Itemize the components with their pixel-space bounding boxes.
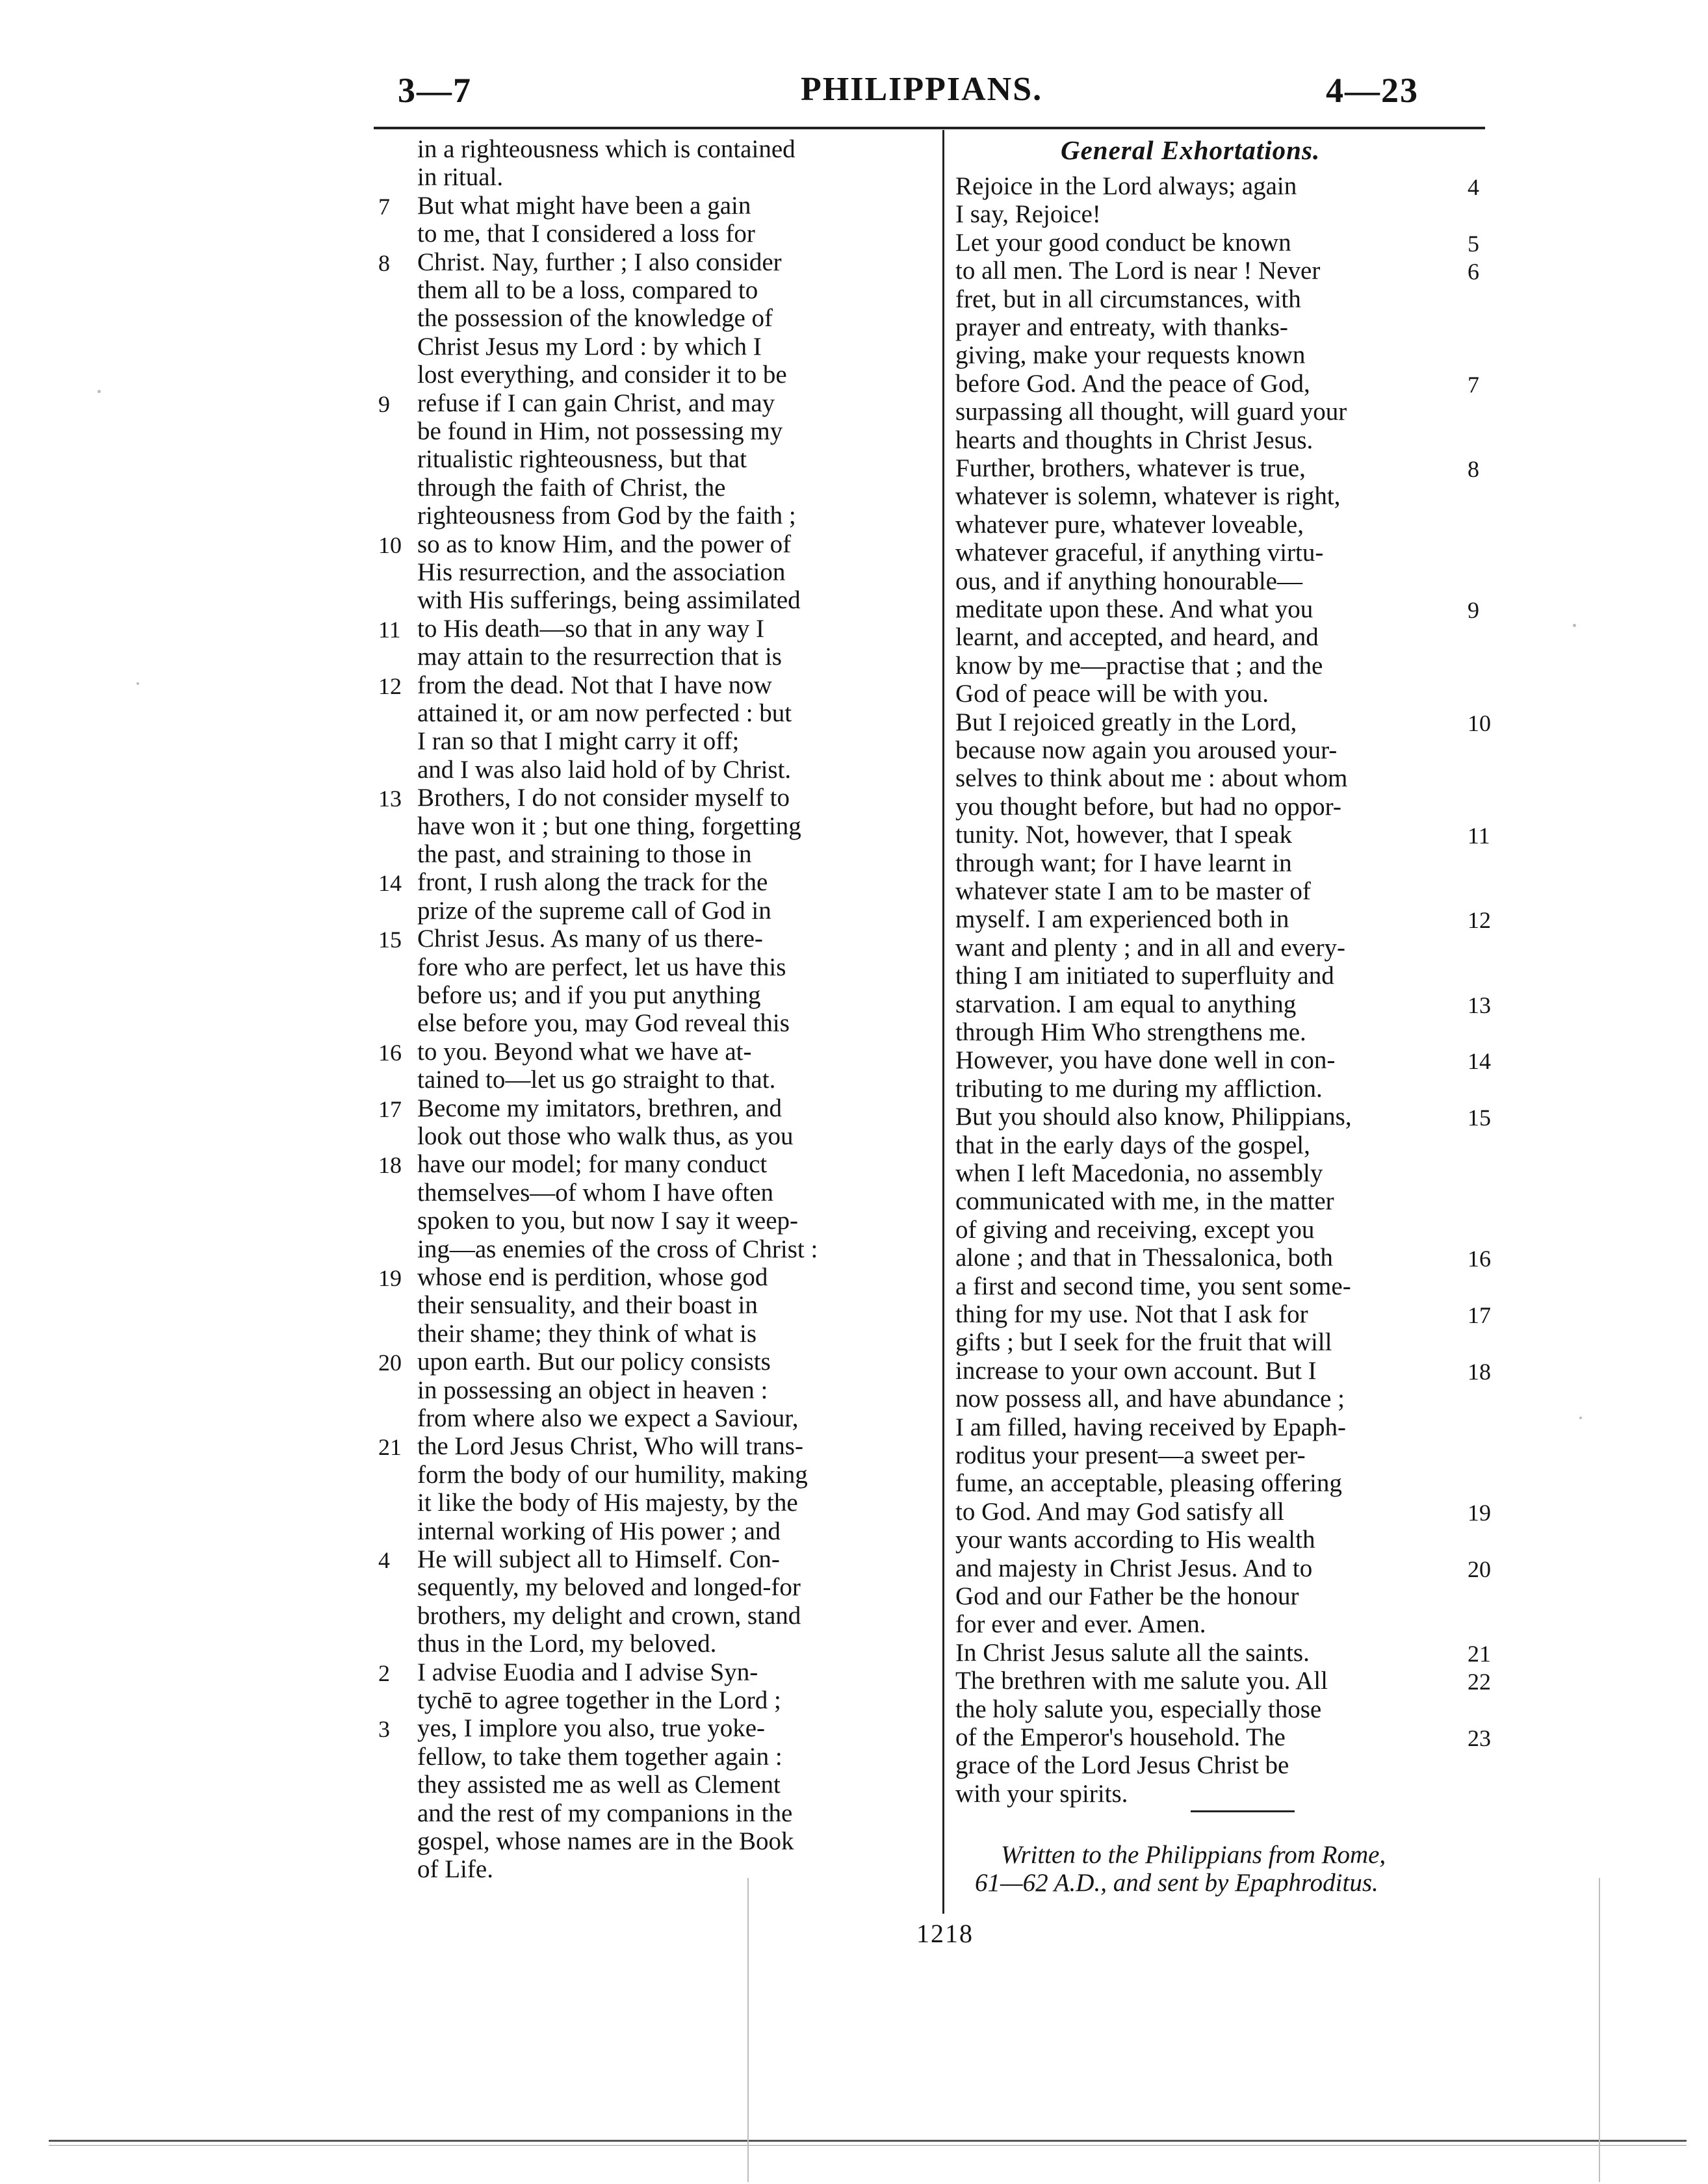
text-line: prayer and entreaty, with thanks- [955, 313, 1288, 341]
text-line: form the body of our humility, making [417, 1460, 808, 1489]
verse-number: 16 [378, 1039, 402, 1066]
text-line: upon earth. But our policy consists [417, 1348, 771, 1376]
text-line: ritualistic righteousness, but that [417, 445, 747, 474]
verse-number: 7 [1468, 371, 1479, 398]
text-line: I am filled, having received by Epaph- [955, 1413, 1347, 1441]
text-line: internal working of His power ; and [417, 1517, 781, 1545]
verse-number: 2 [378, 1660, 390, 1686]
text-line: His resurrection, and the association [417, 558, 786, 586]
scan-bottom-edge-shadow [49, 2145, 1687, 2146]
text-line: fret, but in all circumstances, with [955, 285, 1301, 313]
verse-number: 13 [1468, 992, 1491, 1018]
verse-number: 18 [378, 1152, 402, 1179]
text-line: yes, I implore you also, true yoke- [417, 1714, 766, 1743]
text-line: front, I rush along the track for the [417, 868, 768, 897]
text-line: be found in Him, not possessing my [417, 417, 783, 445]
text-line: whatever graceful, if anything virtu- [955, 539, 1324, 567]
text-line: whatever state I am to be master of [955, 877, 1311, 905]
text-line: He will subject all to Himself. Con- [417, 1545, 780, 1573]
verse-number: 20 [1468, 1556, 1491, 1582]
verse-number: 21 [1468, 1640, 1491, 1667]
text-line: so as to know Him, and the power of [417, 530, 792, 558]
text-line: and the rest of my companions in the [417, 1799, 793, 1827]
text-line: because now again you aroused your- [955, 736, 1338, 764]
closing-rule [1191, 1810, 1295, 1812]
text-line: in a righteousness which is contained [417, 135, 796, 163]
text-line: selves to think about me : about whom [955, 764, 1348, 793]
text-line: hearts and thoughts in Christ Jesus. [955, 426, 1313, 454]
subscription-line-1: Written to the Philippians from Rome, [1001, 1841, 1386, 1869]
verse-number: 9 [378, 391, 390, 417]
header-chapter-range-end: 4—23 [1326, 71, 1419, 110]
text-line: the possession of the knowledge of [417, 304, 773, 333]
text-line: the Lord Jesus Christ, Who will trans- [417, 1432, 803, 1461]
text-line: grace of the Lord Jesus Christ be [955, 1751, 1289, 1780]
scan-speck [136, 682, 139, 685]
subscription-line-2: 61—62 A.D., and sent by Epaphroditus. [975, 1869, 1378, 1897]
text-line: their shame; they think of what is [417, 1319, 757, 1348]
text-line: may attain to the resurrection that is [417, 643, 782, 671]
text-line: in possessing an object in heaven : [417, 1376, 768, 1404]
text-line: thing I am initiated to superfluity and [955, 962, 1334, 990]
text-line: in ritual. [417, 163, 504, 192]
text-line: tained to—let us go straight to that. [417, 1066, 776, 1094]
verse-number: 9 [1468, 597, 1479, 623]
text-line: have won it ; but one thing, forgetting [417, 812, 801, 840]
text-line: know by me—practise that ; and the [955, 651, 1323, 680]
text-line: attained it, or am now perfected : but [417, 699, 792, 727]
verse-number: 22 [1468, 1669, 1491, 1695]
verse-number: 6 [1468, 259, 1479, 285]
text-line: to you. Beyond what we have at- [417, 1037, 752, 1066]
text-line: learnt, and accepted, and heard, and [955, 623, 1319, 652]
verse-number: 11 [1468, 823, 1490, 849]
verse-number: 20 [378, 1350, 402, 1376]
text-line: Become my imitators, brethren, and [417, 1094, 783, 1122]
text-line: before us; and if you put anything [417, 981, 761, 1009]
text-line: and majesty in Christ Jesus. And to [955, 1554, 1313, 1582]
text-line: tychē to agree together in the Lord ; [417, 1686, 781, 1714]
verse-number: 19 [378, 1265, 402, 1291]
verse-number: 19 [1468, 1499, 1491, 1526]
text-line: their sensuality, and their boast in [417, 1291, 758, 1320]
text-line: Christ. Nay, further ; I also consider [417, 248, 782, 276]
text-line: thing for my use. Not that I ask for [955, 1300, 1308, 1328]
verse-number: 10 [1468, 710, 1491, 736]
verse-number: 21 [378, 1434, 402, 1461]
text-line: righteousness from God by the faith ; [417, 502, 796, 530]
scan-edge-mark [747, 1878, 749, 2182]
text-line: a first and second time, you sent some- [955, 1272, 1351, 1300]
text-line: look out those who walk thus, as you [417, 1122, 794, 1150]
text-line: meditate upon these. And what you [955, 595, 1313, 623]
header-rule [374, 127, 1485, 129]
text-line: myself. I am experienced both in [955, 905, 1289, 934]
verse-number: 14 [1468, 1048, 1491, 1075]
verse-number: 12 [378, 673, 402, 699]
text-line: the holy salute you, especially those [955, 1695, 1322, 1723]
text-line: sequently, my beloved and longed-for [417, 1573, 801, 1602]
text-line: it like the body of His majesty, by the [417, 1489, 798, 1517]
text-line: The brethren with me salute you. All [955, 1667, 1328, 1695]
text-line: Brothers, I do not consider myself to [417, 784, 790, 812]
text-line: else before you, may God reveal this [417, 1009, 790, 1038]
verse-number: 18 [1468, 1358, 1491, 1385]
text-line: I say, Rejoice! [955, 200, 1101, 229]
text-line: surpassing all thought, will guard your [955, 398, 1347, 426]
text-line: fume, an acceptable, pleasing offering [955, 1469, 1342, 1498]
text-line: increase to your own account. But I [955, 1356, 1317, 1385]
text-line: God and our Father be the honour [955, 1582, 1299, 1610]
text-line: giving, make your requests known [955, 341, 1306, 370]
text-line: to all men. The Lord is near ! Never [955, 257, 1321, 285]
text-line: thus in the Lord, my beloved. [417, 1630, 717, 1658]
text-line: for ever and ever. Amen. [955, 1610, 1206, 1639]
verse-number: 7 [378, 193, 390, 220]
verse-number: 16 [1468, 1246, 1491, 1272]
text-line: through Him Who strengthens me. [955, 1018, 1306, 1046]
text-line: whatever pure, whatever loveable, [955, 510, 1304, 539]
verse-number: 8 [1468, 456, 1479, 482]
text-line: when I left Macedonia, no assembly [955, 1159, 1323, 1187]
scan-speck [1579, 1417, 1582, 1419]
text-line: gifts ; but I seek for the fruit that will [955, 1328, 1332, 1357]
text-line: of the Emperor's household. The [955, 1723, 1286, 1751]
text-line: lost everything, and consider it to be [417, 361, 787, 389]
verse-number: 5 [1468, 230, 1479, 257]
verse-number: 10 [378, 532, 402, 558]
text-line: prize of the supreme call of God in [417, 896, 771, 925]
text-line: ing—as enemies of the cross of Christ : [417, 1235, 818, 1263]
text-line: to God. And may God satisfy all [955, 1497, 1284, 1526]
text-line: have our model; for many conduct [417, 1150, 768, 1179]
verse-number: 3 [378, 1716, 390, 1743]
section-heading: General Exhortations. [1061, 135, 1321, 165]
text-line: However, you have done well in con- [955, 1046, 1336, 1075]
header-chapter-range-start: 3—7 [398, 71, 472, 110]
text-line: fellow, to take them together again : [417, 1742, 783, 1771]
text-line: now possess all, and have abundance ; [955, 1385, 1345, 1413]
text-line: they assisted me as well as Clement [417, 1771, 781, 1799]
text-line: from the dead. Not that I have now [417, 671, 772, 699]
verse-number: 23 [1468, 1725, 1491, 1751]
text-line: before God. And the peace of God, [955, 369, 1310, 398]
text-line: But you should also know, Philippians, [955, 1103, 1352, 1131]
text-line: through the faith of Christ, the [417, 473, 726, 502]
text-line: of giving and receiving, except you [955, 1215, 1315, 1244]
text-line: gospel, whose names are in the Book [417, 1827, 794, 1855]
verse-number: 17 [1468, 1302, 1491, 1328]
text-line: brothers, my delight and crown, stand [417, 1601, 801, 1630]
verse-number: 4 [378, 1547, 390, 1573]
column-divider [942, 130, 944, 1914]
header-book-title: PHILIPPIANS. [801, 71, 1043, 108]
text-line: with your spirits. [955, 1779, 1128, 1808]
text-line: God of peace will be with you. [955, 680, 1269, 708]
verse-number: 8 [378, 250, 390, 276]
text-line: Let your good conduct be known [955, 228, 1291, 257]
text-line: tunity. Not, however, that I speak [955, 821, 1292, 849]
text-line: the past, and straining to those in [417, 840, 752, 868]
verse-number: 12 [1468, 907, 1491, 934]
verse-number: 4 [1468, 174, 1479, 200]
text-line: want and plenty ; and in all and every- [955, 933, 1345, 962]
text-line: spoken to you, but now I say it weep- [417, 1207, 798, 1235]
text-line: them all to be a loss, compared to [417, 276, 758, 304]
text-line: through want; for I have learnt in [955, 849, 1292, 877]
verse-number: 15 [1468, 1105, 1491, 1131]
text-line: and I was also laid hold of by Christ. [417, 755, 792, 784]
text-line: themselves—of whom I have often [417, 1178, 774, 1207]
text-line: Christ Jesus my Lord : by which I [417, 332, 762, 361]
text-line: refuse if I can gain Christ, and may [417, 389, 775, 417]
verse-number: 15 [378, 927, 402, 953]
text-line: ous, and if anything honourable— [955, 567, 1302, 595]
text-line: I ran so that I might carry it off; [417, 727, 740, 756]
text-line: In Christ Jesus salute all the saints. [955, 1638, 1310, 1667]
text-line: whose end is perdition, whose god [417, 1263, 768, 1291]
verse-number: 11 [378, 616, 401, 643]
page-number: 1218 [916, 1919, 974, 1948]
scan-bottom-edge [49, 2140, 1687, 2142]
text-line: communicated with me, in the matter [955, 1187, 1334, 1216]
text-line: fore who are perfect, let us have this [417, 953, 786, 981]
text-line: tributing to me during my affliction. [955, 1074, 1323, 1103]
text-line: I advise Euodia and I advise Syn- [417, 1658, 758, 1686]
text-line: to me, that I considered a loss for [417, 220, 755, 248]
scan-edge-mark [1599, 1878, 1600, 2182]
text-line: alone ; and that in Thessalonica, both [955, 1244, 1333, 1272]
text-line: But I rejoiced greatly in the Lord, [955, 708, 1297, 736]
text-line: your wants according to His wealth [955, 1526, 1315, 1554]
text-line: Christ Jesus. As many of us there- [417, 925, 763, 953]
verse-number: 13 [378, 786, 402, 812]
text-line: whatever is solemn, whatever is right, [955, 482, 1341, 511]
text-line: starvation. I am equal to anything [955, 990, 1297, 1018]
text-line: to His death—so that in any way I [417, 614, 764, 643]
text-line: from where also we expect a Saviour, [417, 1404, 799, 1432]
verse-number: 14 [378, 870, 402, 897]
text-line: But what might have been a gain [417, 191, 751, 220]
text-line: Rejoice in the Lord always; again [955, 172, 1297, 200]
scan-speck [97, 390, 101, 393]
text-line: roditus your present—a sweet per- [955, 1441, 1306, 1469]
text-line: of Life. [417, 1855, 493, 1884]
text-line: you thought before, but had no oppor- [955, 792, 1341, 821]
text-line: Further, brothers, whatever is true, [955, 454, 1306, 482]
text-line: with His sufferings, being assimilated [417, 586, 801, 615]
verse-number: 17 [378, 1096, 402, 1122]
text-line: that in the early days of the gospel, [955, 1131, 1310, 1159]
scan-speck [1573, 624, 1576, 627]
